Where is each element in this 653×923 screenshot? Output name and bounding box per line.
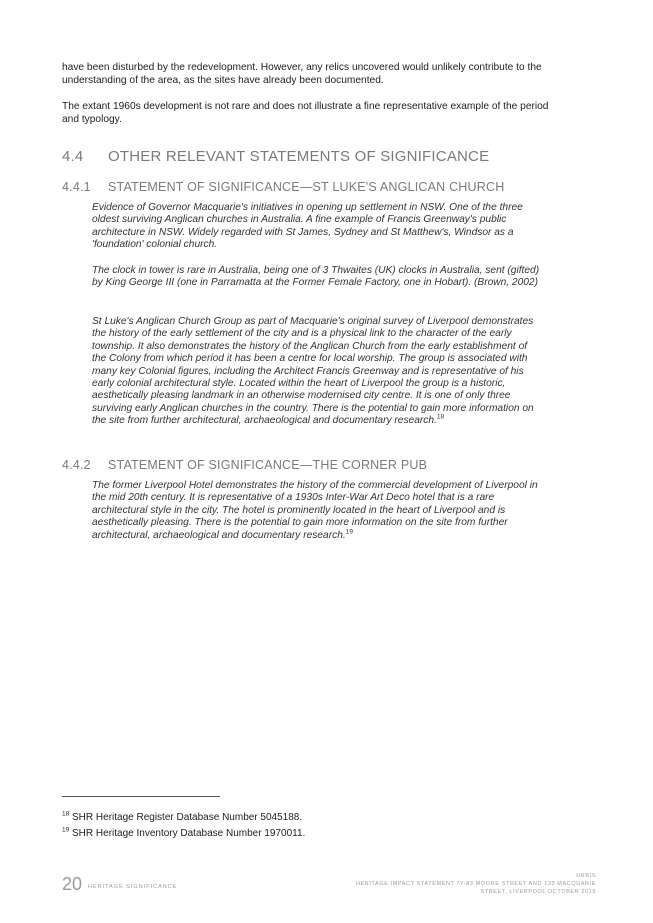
section-number: 4.4 <box>62 148 84 165</box>
subsection-heading-1 <box>62 180 504 194</box>
footer-brand: URBIS <box>576 873 596 879</box>
subsection-title-2: STATEMENT OF SIGNIFICANCE—THE CORNER PUB <box>108 458 428 472</box>
footnote-18-number: 18 <box>62 810 70 818</box>
footnote-18 <box>62 812 302 823</box>
footnote-19 <box>62 828 305 839</box>
subsection-number-1: 4.4.1 <box>62 180 91 194</box>
footer-section-label: HERITAGE SIGNIFICANCE <box>88 884 178 890</box>
footnote-ref-19[interactable]: 19 <box>345 528 353 536</box>
footnote-divider <box>62 796 220 797</box>
section-heading <box>62 148 489 165</box>
section-title: OTHER RELEVANT STATEMENTS OF SIGNIFICANCE <box>108 148 490 165</box>
footer-doc-line-2: STREET, LIVERPOOL OCTOBER 2015 <box>480 889 596 895</box>
subsection-heading-2 <box>62 458 427 472</box>
church-quote-1: Evidence of Governor Macquarie's initiatives in opening up settlement in NSW. One of the three oldest surviving Anglican churches in Australia. A fine example of Francis Greenway's public architecture in NSW. Widely regarded with St James, Sydney and St Matthew's, Windsor as a 'foundation' colonial church. <box>92 202 523 251</box>
intro-paragraph-1: have been disturbed by the redevelopment. However, any relics uncovered would unlikely contribute to the understanding of the area, as the sites have already been documented. <box>62 62 542 86</box>
footnote-19-text: SHR Heritage Inventory Database Number 1970011. <box>72 828 306 839</box>
pub-quote-text: The former Liverpool Hotel demonstrates the history of the commercial development of Liverpool in the mid 20th century. It is representative of a 1930s Inter-War Art Deco hotel that is a rare architectural style in the city. The hotel is prominently located in the heart of Liverpool and is aesthetically pleasing. There is the potential to gain more information on the site from further architectural, archaeological and documentary research. <box>92 480 538 541</box>
footnote-ref-18[interactable]: 18 <box>436 413 445 421</box>
church-quote-2: The clock in tower is rare in Australia, being one of 3 Thwaites (UK) clocks in Australia, sent (gifted) by King George III (one in Parramatta at the Former Female Factory, one in Hobart). (Brown, 2002) <box>92 265 540 289</box>
footer-document-info <box>356 872 596 896</box>
footnote-19-number: 19 <box>62 826 70 834</box>
intro-paragraph-2: The extant 1960s development is not rare and does not illustrate a fine representative example of the period and typology. <box>62 101 549 125</box>
subsection-title-1: STATEMENT OF SIGNIFICANCE—ST LUKE'S ANGLICAN CHURCH <box>108 180 505 194</box>
church-quote-3 <box>92 316 544 428</box>
footnote-18-text: SHR Heritage Register Database Number 5045188. <box>72 812 303 823</box>
footer-doc-line-1: HERITAGE IMPACT STATEMENT 77-83 MOORE STREET AND 133 MACQUARIE <box>355 881 596 887</box>
church-quote-3-text: St Luke's Anglican Church Group as part of Macquarie's original survey of Liverpool demonstrates the history of the early settlement of the city and is a physical link to the character of the early township. It also demonstrates the history of the Anglican Church from the early establishment of the Colony from which period it has been a centre for local worship. The group is associated with many key Colonial figures, including the Architect Francis Greenway and is representative of his early colonial architectural style. Located within the heart of Liverpool the group is a historic, aesthetically pleasing landmark in an otherwise modernised city centre. It is one of only three surviving early Anglican churches in the country. There is the potential to gain more information on the site from further architectural, archaeological and documentary research. <box>92 316 534 427</box>
page-number: 20 <box>62 874 83 894</box>
pub-quote <box>92 480 544 542</box>
subsection-number-2: 4.4.2 <box>62 458 91 472</box>
